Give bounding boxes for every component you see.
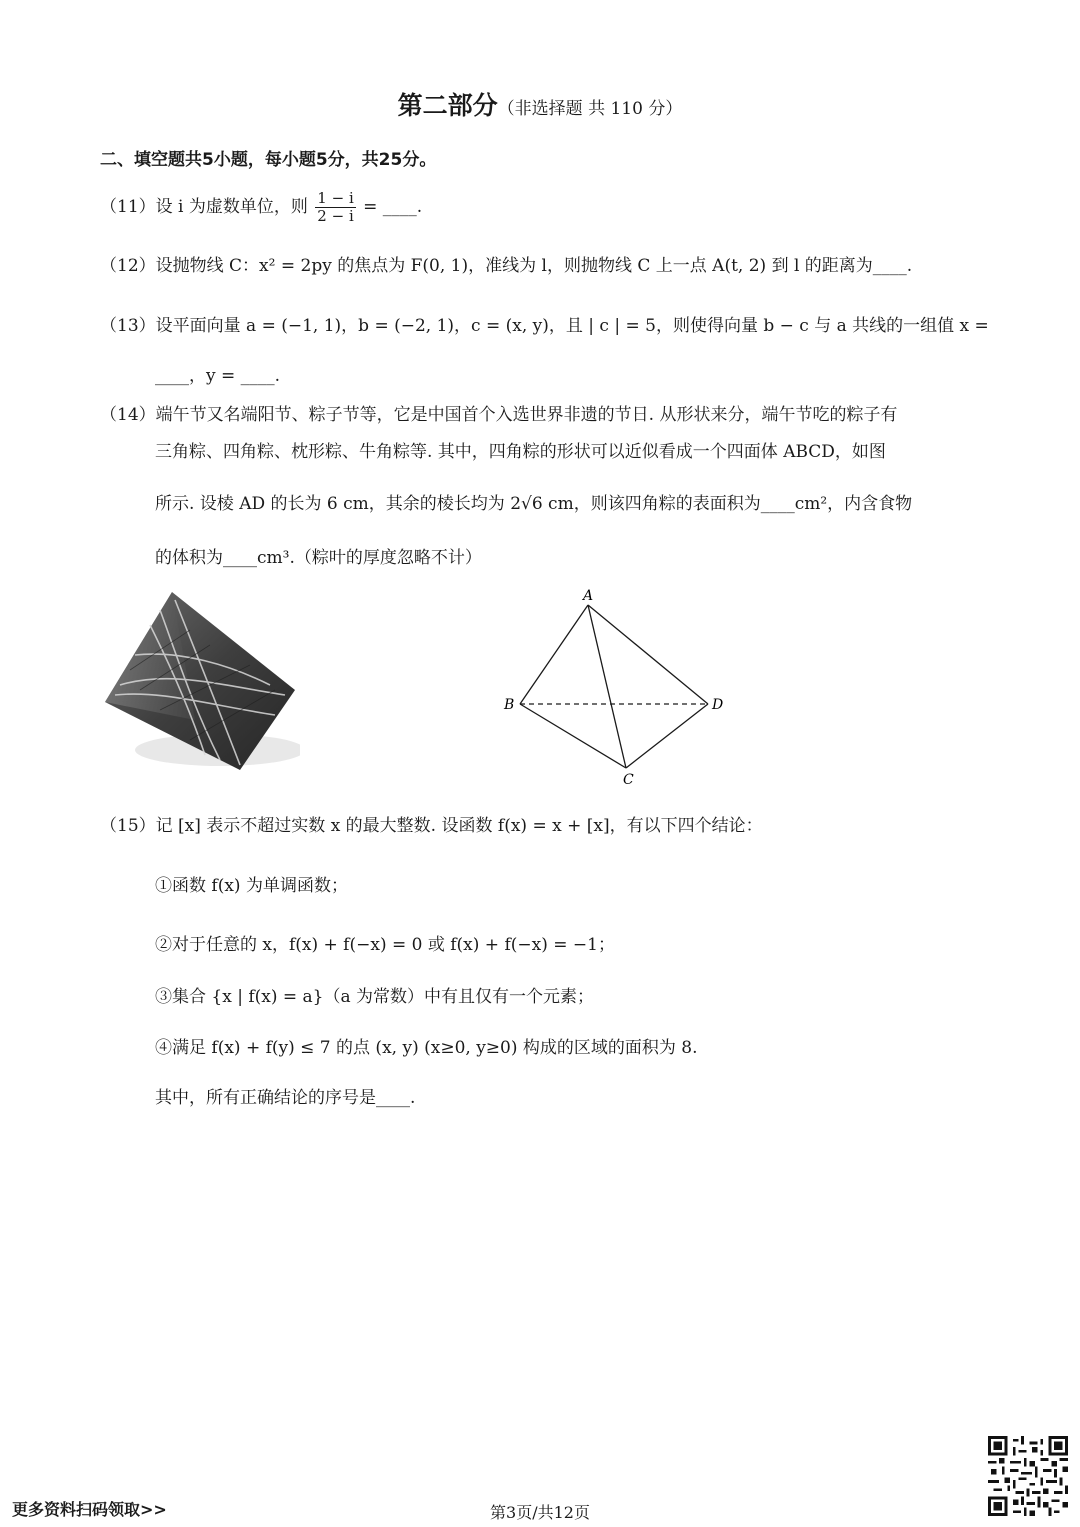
- question-14-line2: 三角粽、四角粽、枕形粽、牛角粽等. 其中，四角粽的形状可以近似看成一个四面体 ABCD，如图: [155, 442, 886, 462]
- section-subtitle: （非选择题 共 110 分）: [497, 99, 683, 119]
- question-14-line3: 所示. 设棱 AD 的长为 6 cm，其余的棱长均为 2√6 cm，则该四角粽的表面积为____cm²，内含食物: [155, 494, 913, 514]
- question-14-line4: 的体积为____cm³.（粽叶的厚度忽略不计）: [155, 548, 482, 568]
- footer-promo-text: 更多资料扫码领取>>: [12, 1500, 167, 1519]
- q11-prefix: （11）设 i 为虚数单位，则: [100, 197, 308, 217]
- question-13-line1: （13）设平面向量 a = (−1, 1)，b = (−2, 1)，c = (x, y)，且 | c | = 5，则使得向量 b − c 与 a 共线的一组值 x =: [100, 316, 989, 336]
- question-13-line2: ____，y = ____.: [155, 366, 281, 386]
- section-title: 第二部分: [397, 91, 498, 120]
- q15-conclusion-1: ①函数 f(x) 为单调函数；: [155, 876, 348, 896]
- question-15-intro: （15）记 [x] 表示不超过实数 x 的最大整数. 设函数 f(x) = x + [x]，有以下四个结论：: [100, 816, 763, 836]
- edge-bc: [520, 704, 626, 768]
- q11-denominator: 2 − i: [317, 207, 354, 225]
- q15-conclusion-3: ③集合 {x | f(x) = a}（a 为常数）中有且仅有一个元素；: [155, 987, 595, 1007]
- question-11: [100, 190, 422, 225]
- vertex-label-a: A: [583, 588, 594, 604]
- q11-numerator: 1 − i: [317, 189, 354, 207]
- q11-suffix: = ____.: [363, 197, 423, 217]
- vertex-label-d: D: [712, 697, 724, 713]
- q11-fraction: [315, 190, 355, 225]
- page-title: [0, 86, 1080, 122]
- zongzi-photo: [100, 590, 300, 775]
- section-heading: 二、填空题共5小题，每小题5分，共25分。: [100, 150, 437, 170]
- q15-conclusion-4: ④满足 f(x) + f(y) ≤ 7 的点 (x, y) (x≥0, y≥0) 构成的区域的面积为 8.: [155, 1038, 698, 1058]
- q15-ending: 其中，所有正确结论的序号是____.: [155, 1088, 416, 1108]
- vertex-label-c: C: [623, 772, 634, 788]
- q15-conclusion-2: ②对于任意的 x，f(x) + f(−x) = 0 或 f(x) + f(−x) = −1；: [155, 935, 615, 955]
- edge-ab: [520, 605, 588, 704]
- edge-dc: [626, 704, 708, 768]
- edge-ad: [588, 605, 708, 704]
- vertex-label-b: B: [504, 697, 515, 713]
- page-number: 第3页/共12页: [490, 1503, 590, 1522]
- tetrahedron-figure: [490, 585, 740, 790]
- edge-ac: [588, 605, 626, 768]
- question-12: （12）设抛物线 C：x² = 2py 的焦点为 F(0, 1)，准线为 l，则抛物线 C 上一点 A(t, 2) 到 l 的距离为____.: [100, 256, 913, 276]
- question-14-line1: （14）端午节又名端阳节、粽子节等，它是中国首个入选世界非遗的节日. 从形状来分，端午节吃的粽子有: [100, 405, 898, 425]
